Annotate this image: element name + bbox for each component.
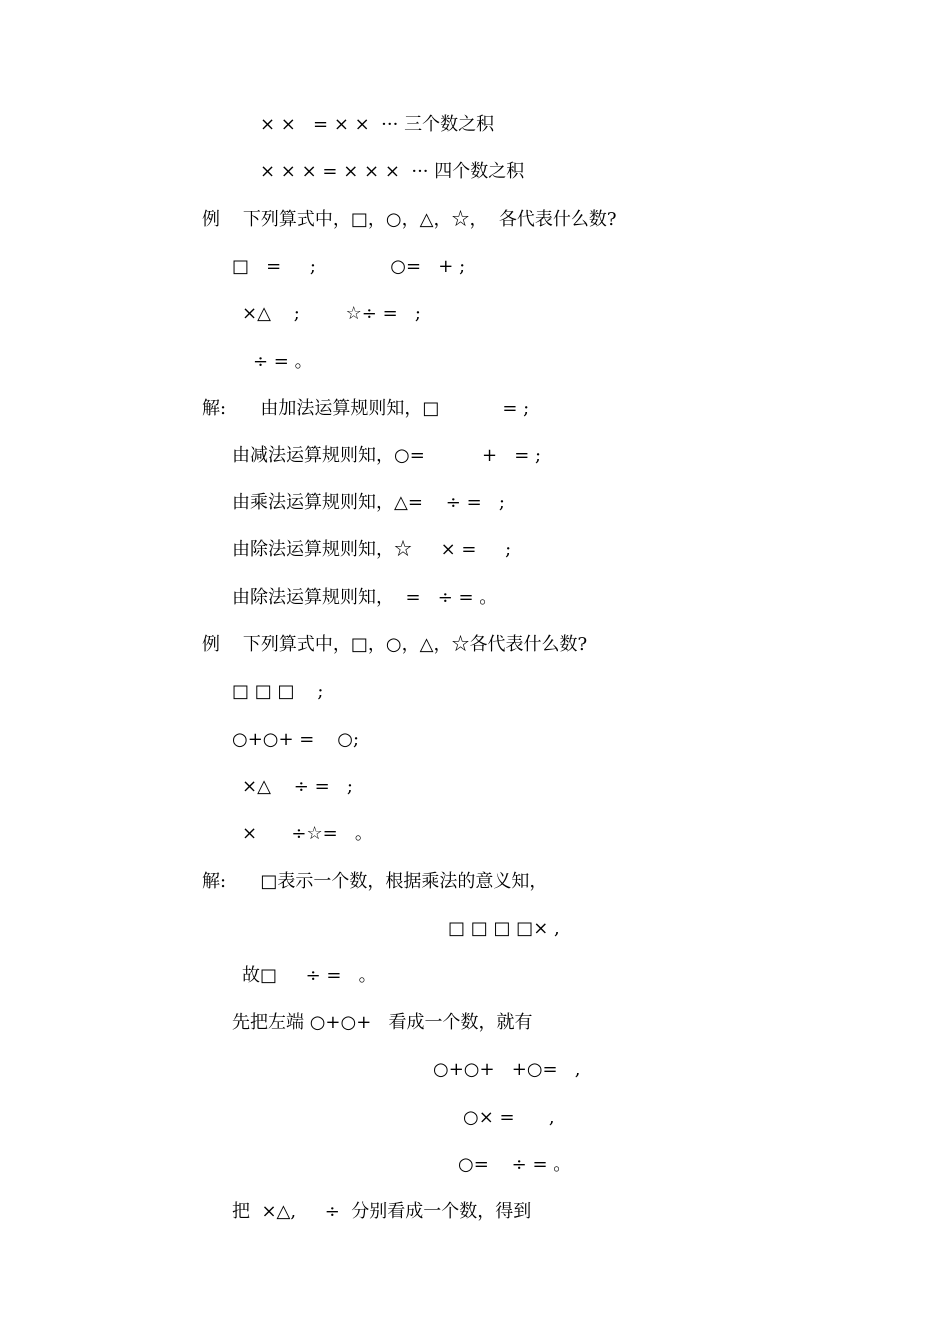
text-line-24: 把 ×△, ÷ 分别看成一个数，得到 — [232, 1201, 532, 1222]
example-heading-2: 例 下列算式中，□，○，△，☆各代表什么数? — [202, 634, 588, 655]
text-line-1: × × = × × ··· 三个数之积 — [260, 114, 495, 135]
text-line-16: × ÷☆= 。 — [242, 823, 373, 844]
text-line-23: ○= ÷ = 。 — [458, 1154, 572, 1175]
text-line-5: ×△ ; ☆÷ = ; — [242, 303, 421, 324]
text-line-14: ○+○+ = ○; — [232, 729, 360, 750]
text-line-13: □ □ □ ; — [232, 681, 324, 702]
text-line-8: 由减法运算规则知，○= + = ; — [232, 445, 542, 466]
text-line-6: ÷ = 。 — [253, 351, 313, 372]
solution-heading-2: 解: □表示一个数，根据乘法的意义知， — [202, 871, 548, 892]
text-line-22: ○× = , — [463, 1107, 555, 1128]
text-line-21: ○+○+ +○= , — [433, 1059, 581, 1080]
text-line-2: × × × = × × × ··· 四个数之积 — [260, 161, 525, 182]
text-line-10: 由除法运算规则知，☆ × = ; — [232, 539, 512, 560]
text-line-20: 先把左端 ○+○+ 看成一个数，就有 — [232, 1012, 533, 1033]
text-line-11: 由除法运算规则知， = ÷ = 。 — [232, 587, 498, 608]
solution-heading-1: 解: 由加法运算规则知，□ = ; — [202, 398, 530, 419]
example-heading-1: 例 下列算式中，□，○，△，☆， 各代表什么数? — [202, 209, 617, 230]
text-line-15: ×△ ÷ = ; — [242, 776, 353, 797]
text-line-4: □ = ; ○= + ; — [232, 256, 466, 277]
text-line-19: 故□ ÷ = 。 — [242, 965, 377, 986]
text-line-18: □ □ □ □× , — [448, 918, 560, 939]
text-line-9: 由乘法运算规则知，△= ÷ = ; — [232, 492, 505, 513]
